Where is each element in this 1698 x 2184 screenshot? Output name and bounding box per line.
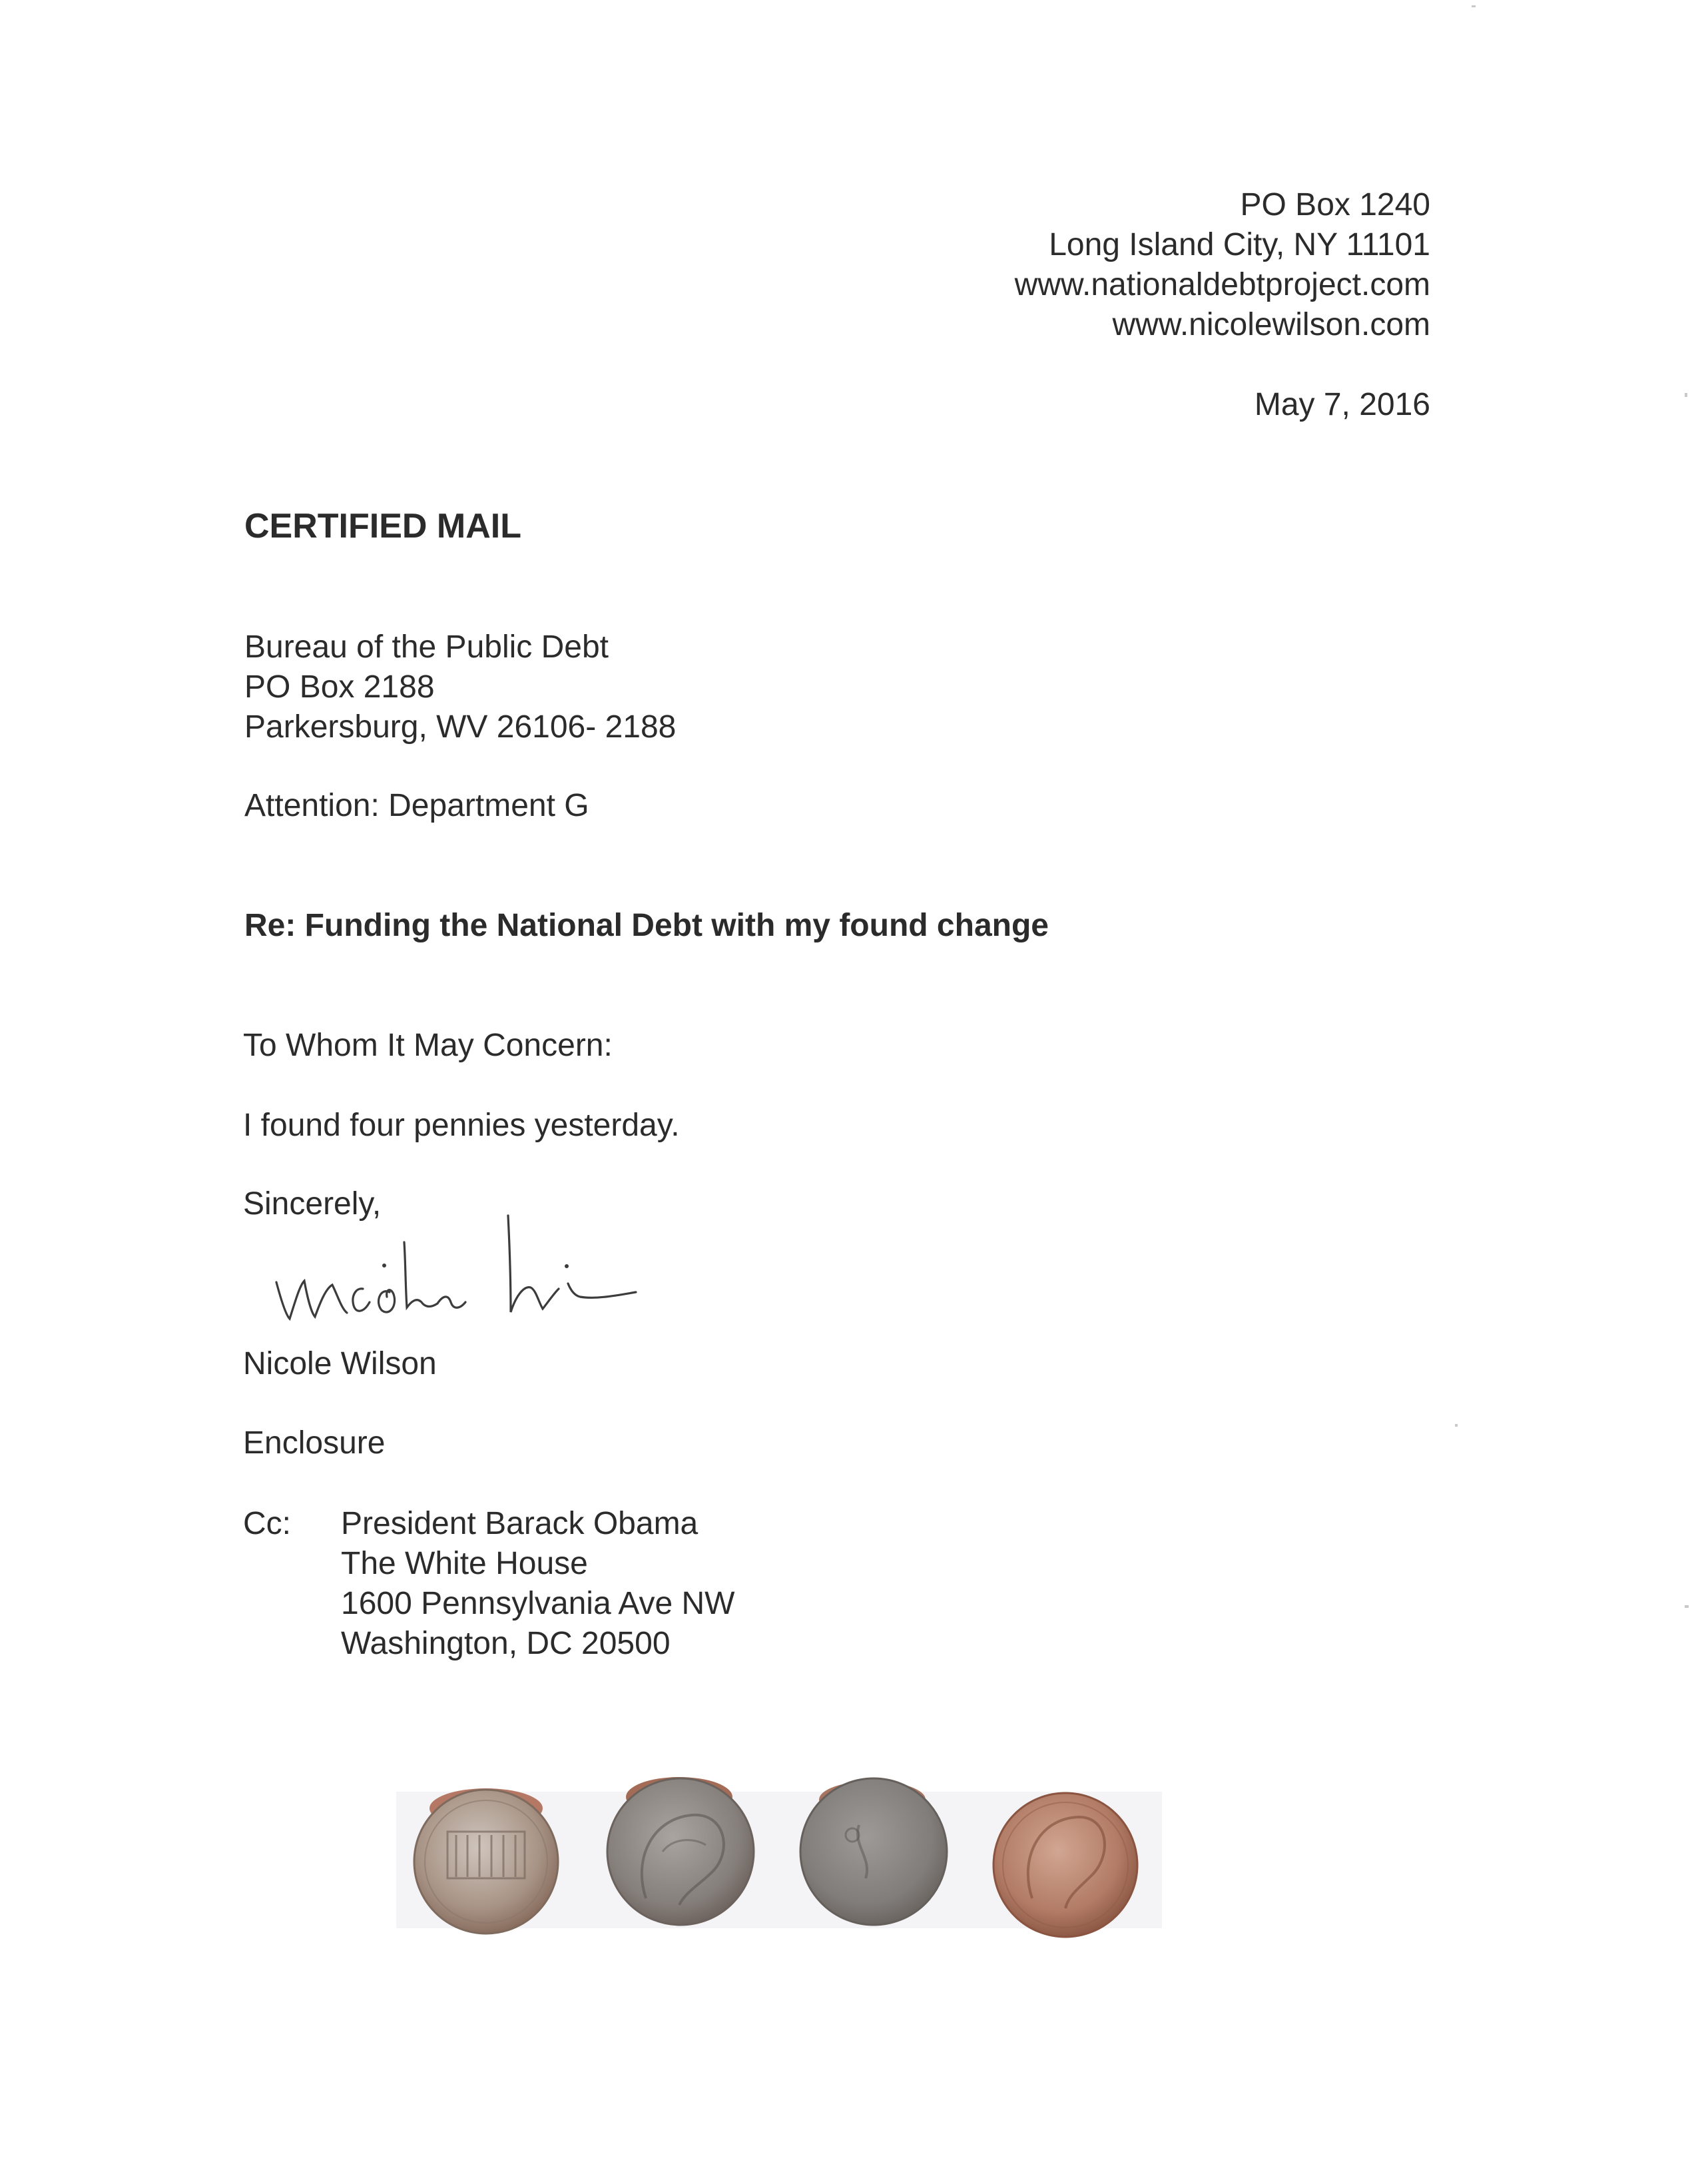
handwritten-signature xyxy=(263,1202,663,1335)
scan-speck xyxy=(1455,1424,1458,1427)
salutation: To Whom It May Concern: xyxy=(243,1028,613,1063)
scan-speck xyxy=(1685,1605,1689,1608)
enclosure-note: Enclosure xyxy=(243,1425,386,1461)
sender-website-line: www.nicolewilson.com xyxy=(1112,307,1430,342)
scan-speck xyxy=(1685,393,1687,397)
closing: Sincerely, xyxy=(243,1186,382,1222)
sender-website-line: www.nationaldebtproject.com xyxy=(1014,267,1430,302)
penny-1 xyxy=(414,1788,558,1934)
recipient-address-line: Bureau of the Public Debt xyxy=(244,629,609,665)
cc-address xyxy=(341,1504,734,1664)
sender-address-line: Long Island City, NY 11101 xyxy=(1049,227,1430,262)
penny-4 xyxy=(993,1793,1137,1937)
cc-label: Cc: xyxy=(243,1506,291,1541)
recipient-address xyxy=(244,627,676,747)
cc-address-line: President Barack Obama xyxy=(341,1506,699,1541)
penny-3 xyxy=(800,1778,947,1925)
signer-name: Nicole Wilson xyxy=(243,1346,437,1381)
recipient-address-line: Parkersburg, WV 26106- 2188 xyxy=(244,709,677,745)
attention-line: Attention: Department G xyxy=(244,788,589,823)
letter-date: May 7, 2016 xyxy=(1254,387,1430,422)
scan-speck xyxy=(1472,5,1476,7)
cc-address-line: The White House xyxy=(341,1546,588,1581)
recipient-address-line: PO Box 2188 xyxy=(244,669,435,705)
cc-address-line: 1600 Pennsylvania Ave NW xyxy=(341,1586,735,1621)
letter-body: I found four pennies yesterday. xyxy=(243,1108,680,1143)
penny-2 xyxy=(607,1777,754,1925)
taped-pennies xyxy=(393,1758,1165,1945)
cc-address-line: Washington, DC 20500 xyxy=(341,1626,671,1661)
sender-address xyxy=(1015,185,1430,345)
sender-address-line: PO Box 1240 xyxy=(1240,187,1430,222)
mail-class-heading: CERTIFIED MAIL xyxy=(244,507,521,546)
subject-line: Re: Funding the National Debt with my found change xyxy=(244,908,1049,943)
